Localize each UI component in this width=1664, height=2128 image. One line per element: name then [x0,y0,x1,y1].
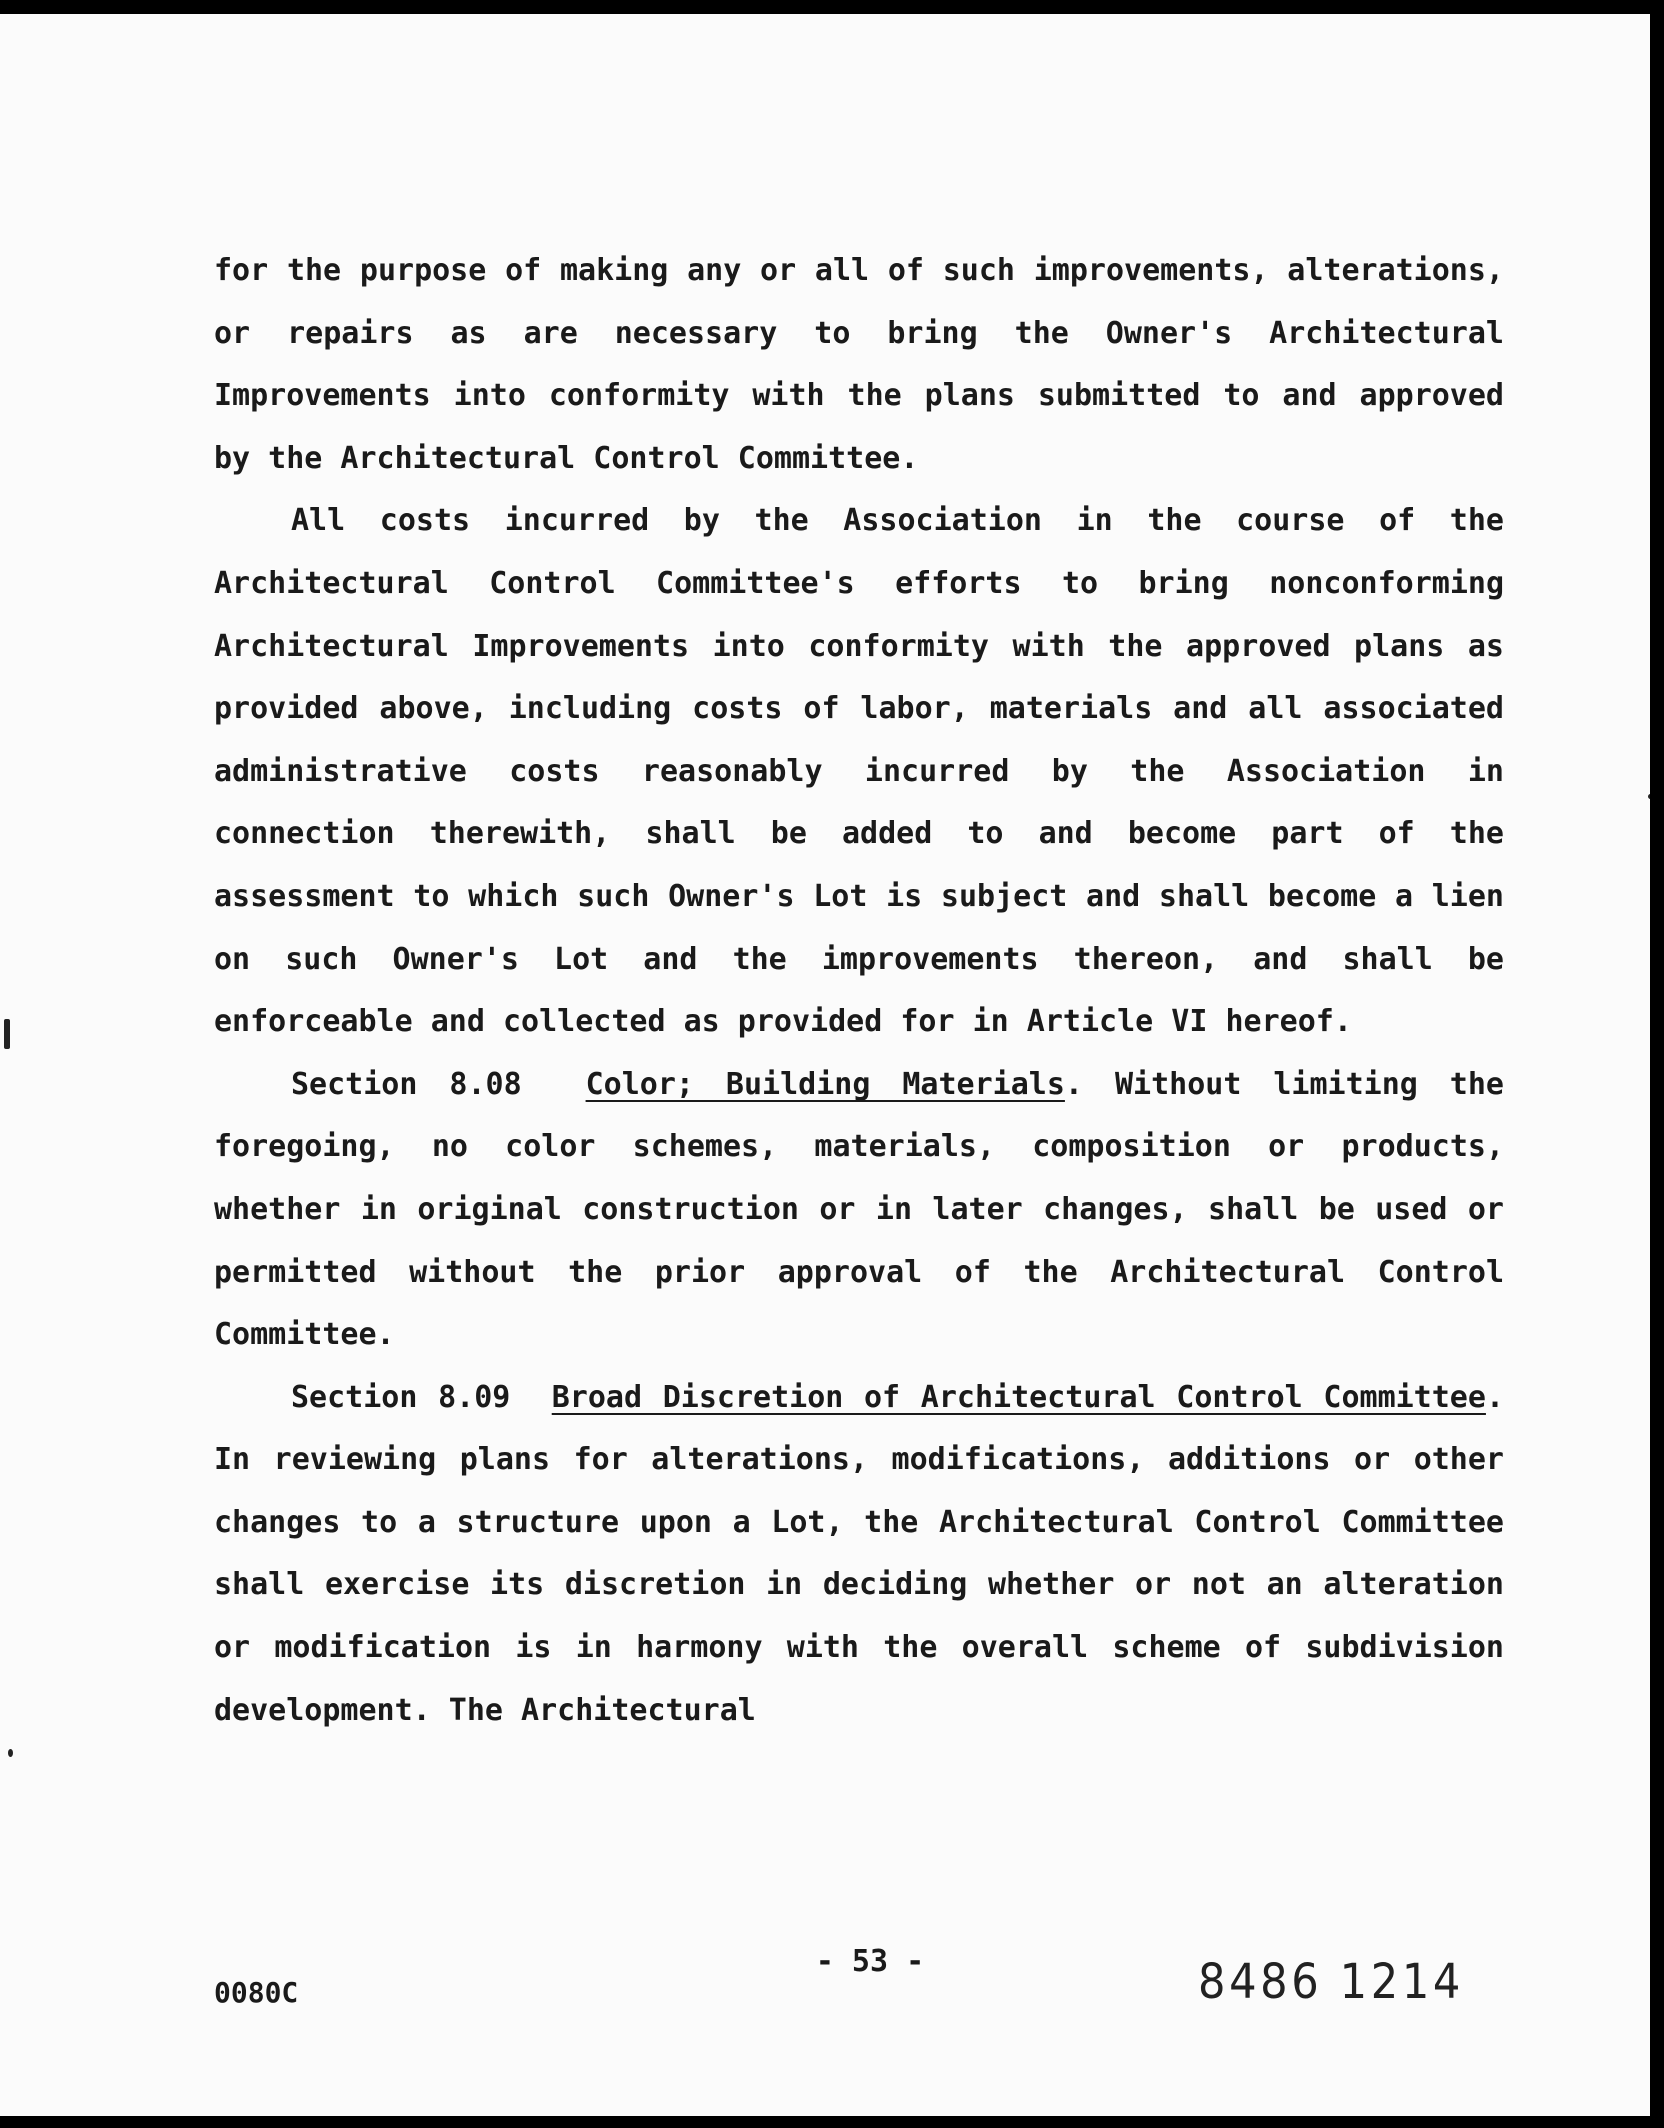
section-8-08-heading: Color; Building Materials [585,1066,1065,1102]
document-code: 0080C [214,1976,299,2009]
section-8-09-number: Section 8.09 [291,1379,511,1415]
scan-speck [4,1019,10,1049]
scan-speck [1648,794,1650,799]
scan-speck [8,1749,13,1757]
handwritten-stamp-number: 8486 1214 [1198,1954,1465,2010]
section-8-09 [214,1367,1504,1743]
document-body [214,240,1504,1742]
document-page [0,14,1650,2116]
paragraph-continuation: for the purpose of making any or all of such improvements, alterations, or repairs as are necessary to bring the Owner's Architectural Improvements into conformity with the plans submitted to and approved by the Architectural Control Committee. [214,253,1504,476]
page-number: - 53 - [815,1944,925,1979]
section-8-08 [214,1054,1504,1367]
section-8-08-text: . Without limiting the foregoing, no color schemes, materials, composition or products, whether in original construction or in later changes, shall be used or permitted without the prior approval of the Architectural Control Committee. [214,1066,1504,1353]
section-8-09-heading: Broad Discretion of Architectural Control Committee [551,1379,1486,1415]
section-8-08-number: Section 8.08 [291,1066,522,1102]
section-8-09-text: . In reviewing plans for alterations, modifications, additions or other changes to a structure upon a Lot, the Architectural Control Committee shall exercise its discretion in deciding whether or not an alteration or modification is in harmony with the overall scheme of subdivision development. The Architectural [214,1379,1504,1728]
paragraph-costs: All costs incurred by the Association in the course of the Architectural Control Committee's efforts to bring nonconforming Architectural Improvements into conformity with the approved plans as provided above, including costs of labor, materials and all associated administrative costs reasonably incurred by the Association in connection therewith, shall be added to and become part of the assessment to which such Owner's Lot is subject and shall become a lien on such Owner's Lot and the improvements thereon, and shall be enforceable and collected as provided for in Article VI hereof. [214,503,1504,1040]
